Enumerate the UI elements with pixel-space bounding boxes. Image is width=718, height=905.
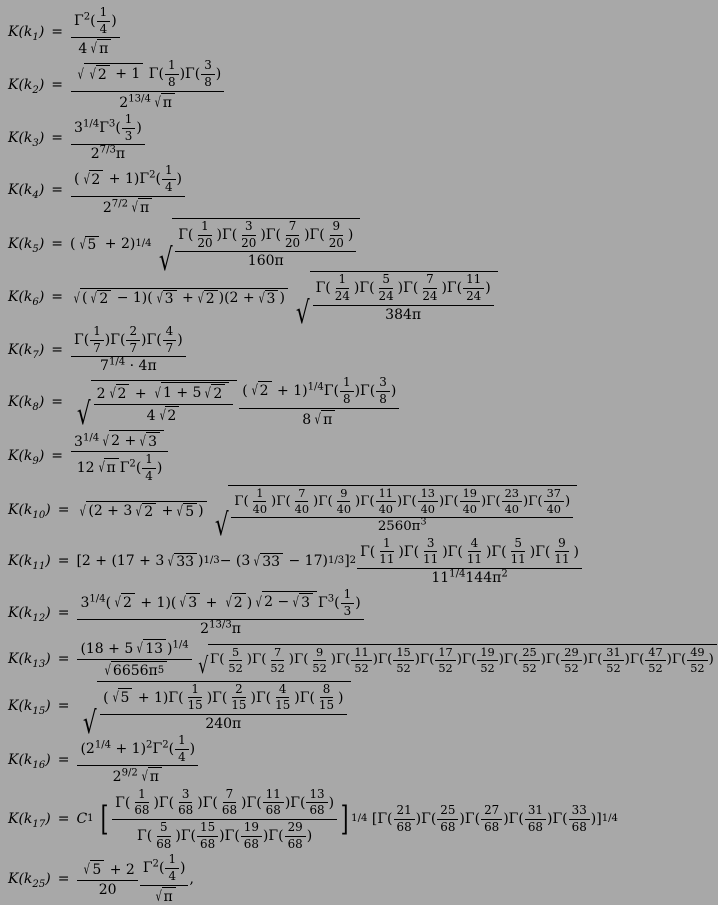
equation-lhs: $K(k_7)$ — [8, 341, 45, 361]
equals-sign: = — [51, 182, 64, 199]
equation-k25 — [0, 853, 664, 904]
equation-lhs: $K(k_{16})$ — [8, 751, 51, 771]
equals-sign: = — [51, 129, 64, 146]
fraction — [71, 59, 224, 110]
equation-rhs: √ ( √ 2 − 1)( √ 3 + √ 2 )(2 + √ 3 ) √ Γ( $\frac{1}{24}$ )Γ( $\frac{5}{24}$ )Γ( $\frac{7}{24}$ )Γ( $\frac{11}{24}$ ) 384π — [70, 271, 499, 322]
equals-sign: = — [51, 448, 64, 465]
equation-lhs: $K(k_9)$ — [8, 448, 45, 468]
equation-rhs: ( √ 5 + 2) 1/4 √ Γ( $\frac{1}{20}$ )Γ( $\frac{3}{20}$ )Γ( $\frac{7}{20}$ )Γ( $\frac{9}{20}$ ) 160π — [70, 218, 361, 269]
equals-sign: = — [51, 235, 64, 252]
equation-k4 — [0, 164, 664, 215]
fraction — [77, 734, 198, 785]
equation-lhs: $K(k_{17})$ — [8, 811, 51, 831]
equation-k1 — [0, 6, 664, 57]
equation-rhs — [76, 588, 364, 637]
numerator: $3^{1/4}\Gamma^3$( $\frac{1}{3}$ ) — [71, 113, 145, 145]
equation-lhs: $K(k_{11})$ — [8, 553, 51, 573]
denominator: $2^{13/3}\pi$ — [200, 619, 241, 638]
equation-rhs: (18 + 5 √ 13 )$^{1/4}$ √ 6656π 5 √ Γ( $\frac{5}{52}$ )Γ( $\frac{7}{52}$ )Γ( $\frac{9}{52}$ )Γ( $\frac{11}{52}$ )Γ( $\frac{15}{52}$ )Γ( $\frac{17}{52}$ )Γ( $\frac{19}{52}$ )Γ( $\frac{25}{52}$ )Γ( $\frac{29}{52}$ )Γ( $\frac{31}{52}$ )Γ( $\frac{47}{52}$ )Γ( $\frac{49}{52}$ ) — [76, 639, 717, 678]
equation-rhs: √ (2 + 3 √ 2 + √ 5 ) √ Γ( $\frac{1}{40}$ )Γ( $\frac{7}{40}$ )Γ( $\frac{9}{40}$ )Γ( $\frac{11}{40}$ )Γ( $\frac{13}{40}$ )Γ( $\frac{19}{40}$ )Γ( $\frac{23}{40}$ )Γ( $\frac{37}{40}$ ) $2560\pi^3$ — [76, 485, 578, 534]
equals-sign: = — [57, 501, 70, 518]
equation-lhs: $K(k_5)$ — [8, 235, 45, 255]
equation-lhs: $K(k_8)$ — [8, 394, 45, 413]
fraction — [71, 325, 186, 374]
fraction — [71, 164, 185, 215]
equation-rhs — [70, 59, 225, 110]
denominator: $7^{1/4} \cdot 4\pi$ — [100, 356, 157, 375]
numerator: $\Gamma^2$( $\frac{1}{4}$ ) — [71, 6, 120, 38]
numerator: $3^{1/4}$ √ 2 + √ 3 — [71, 430, 168, 452]
equals-sign: = — [51, 23, 64, 40]
equation-k11 — [0, 537, 664, 586]
equation-rhs: √ 2 √ 2 + √ 1 + 5 √ 2 4 √ 2 ( √ 2 + 1)$^{1/4}$Γ( $\frac{1}{8}$ )Γ( $\frac{3}{8}$ ) 8 √ π — [70, 376, 400, 427]
numerator: $3^{1/4}$( √ 2 + 1)( √ 3 + √ 2 ) √ 2 − √ 3 $\Gamma^3$( $\frac{1}{3}$ ) — [77, 588, 363, 620]
denominator: $2^{7/3}\pi$ — [90, 144, 126, 163]
equals-sign: = — [57, 871, 70, 888]
equation-rhs — [70, 6, 121, 57]
equals-sign: = — [57, 553, 70, 570]
numerator: √ √ 2 + 1 Γ( $\frac{1}{8}$ )Γ( $\frac{3}{8}$ ) — [71, 59, 224, 91]
equation-k12 — [0, 588, 664, 637]
equation-lhs: $K(k_3)$ — [8, 129, 45, 149]
denominator: $2^{7/2}$ √ π — [100, 197, 156, 216]
equation-k17 — [0, 788, 664, 852]
numerator: Γ( $\frac{1}{7}$ )Γ( $\frac{2}{7}$ )Γ( $\frac{4}{7}$ ) — [71, 325, 186, 357]
denominator: 4 √ π — [75, 38, 115, 57]
equation-lhs: $K(k_{12})$ — [8, 604, 51, 624]
equals-sign: = — [51, 289, 64, 306]
equals-sign: = — [57, 698, 70, 715]
equation-lhs: $K(k_1)$ — [8, 23, 45, 43]
equation-k10 — [0, 485, 664, 544]
equation-rhs — [70, 113, 146, 162]
equation-lhs: $K(k_{10})$ — [8, 501, 51, 521]
equation-lhs: $K(k_6)$ — [8, 289, 45, 308]
equals-sign: = — [51, 341, 64, 358]
fraction — [77, 588, 363, 637]
equals-sign: = — [57, 751, 70, 768]
equation-k13 — [0, 639, 714, 679]
equation-lhs: $K(k_{13})$ — [8, 651, 51, 670]
left-bracket: [ — [100, 799, 109, 839]
equation-k6 — [0, 271, 664, 332]
equation-rhs: √ ( √ 5 + 1)Γ( $\frac{1}{15}$ )Γ( $\frac{2}{15}$ )Γ( $\frac{4}{15}$ )Γ( $\frac{8}{15}$ ) 240π — [76, 681, 351, 732]
equals-sign: = — [57, 604, 70, 621]
equation-rhs — [70, 430, 169, 483]
equation-lhs: $K(k_{25})$ — [8, 871, 51, 890]
equation-k8 — [0, 375, 664, 433]
equation-lhs: $K(k_2)$ — [8, 77, 45, 96]
equation-rhs: C 1 [ Γ( $\frac{1}{68}$ )Γ( $\frac{3}{68}$ )Γ( $\frac{7}{68}$ )Γ( $\frac{11}{68}$ )Γ( $\frac{13}{68}$ ) Γ( $\frac{5}{68}$ )Γ( $\frac{15}{68}$ )Γ( $\frac{19}{68}$ )Γ( $\frac{29}{68}$ ) ] 1/4 [Γ( $\frac{21}{68}$ )Γ( $\frac{25}{68}$ )Γ( $\frac{27}{68}$ )Γ( $\frac{31}{68}$ )Γ( $\frac{33}{68}$ )] 1/4 — [76, 786, 618, 851]
equation-rhs — [76, 734, 199, 785]
equation-lhs: $K(k_{15})$ — [8, 698, 51, 718]
equals-sign: = — [57, 651, 70, 668]
numerator: $(2^{1/4} + 1)^2\Gamma^2$( $\frac{1}{4}$ ) — [77, 734, 198, 766]
fraction — [71, 430, 168, 483]
denominator: $2^{9/2}$ √ π — [110, 766, 166, 785]
fraction — [71, 113, 145, 162]
denominator: 12 √ π $\Gamma^2$( $\frac{1}{4}$ ) — [76, 451, 163, 483]
equation-k15 — [0, 681, 664, 741]
trailing-comma: , — [189, 871, 194, 888]
denominator: $2^{13/4}$ √ π — [116, 92, 179, 111]
equation-rhs — [70, 164, 186, 215]
right-bracket: ] — [340, 799, 349, 839]
equation-lhs: $K(k_4)$ — [8, 182, 45, 201]
equation-k2 — [0, 59, 664, 110]
constant-c1: C — [76, 811, 88, 828]
equals-sign: = — [57, 811, 70, 828]
equation-rhs: [2 + (17 + 3 √ 33 ) 1/3 − (3 √ 33 − 17) 1/3 ] 2 Γ( $\frac{1}{11}$ )Γ( $\frac{3}{11}$ )Γ( $\frac{4}{11}$ )Γ( $\frac{5}{11}$ )Γ( $\frac{9}{11}$ ) $11^{1/4}144\pi^2$ — [76, 537, 583, 586]
equation-k3 — [0, 113, 664, 162]
equation-k16 — [0, 734, 664, 785]
equation-k7 — [0, 325, 664, 374]
equals-sign: = — [51, 77, 64, 94]
equation-k5 — [0, 218, 664, 278]
equation-rhs — [70, 325, 187, 374]
equation-k9 — [0, 430, 664, 483]
fraction — [71, 6, 120, 57]
numerator: ( √ 2 + $1)\Gamma^2$( $\frac{1}{4}$ ) — [71, 164, 185, 196]
equation-rhs: √ 5 + 2 20 $\Gamma^2$( $\frac{1}{4}$ ) √ π , — [76, 853, 194, 904]
equals-sign: = — [51, 394, 64, 411]
